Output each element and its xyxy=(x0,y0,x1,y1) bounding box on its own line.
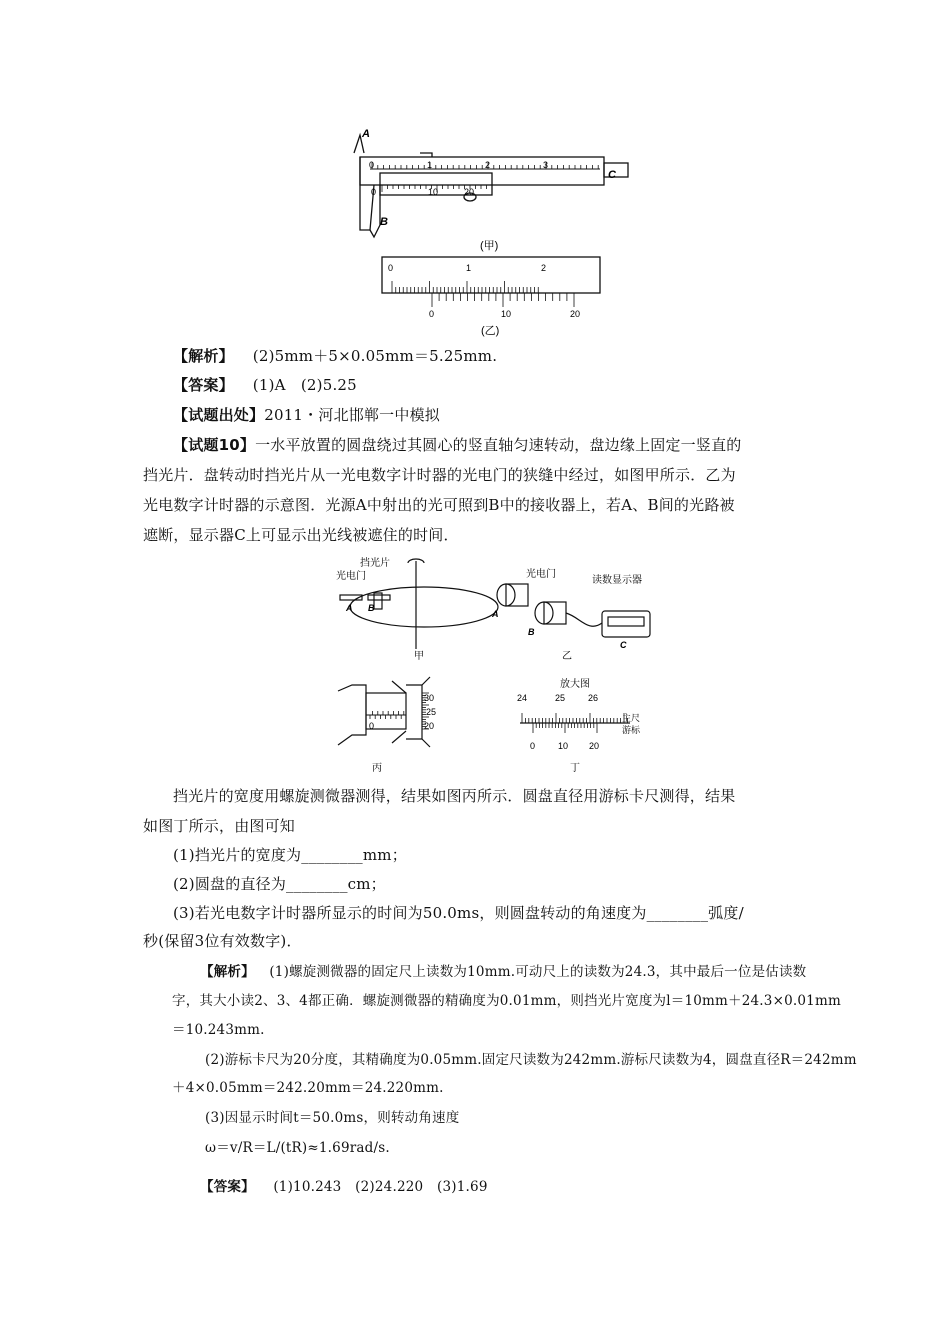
ding-title: 放大图 xyxy=(560,679,590,690)
yi-display-label: 读数显示器 xyxy=(592,575,642,586)
jia-shade-label: 挡光片 xyxy=(360,558,390,569)
jia-caption: 甲 xyxy=(414,651,424,662)
vernier-tick-10: 10 xyxy=(428,187,439,197)
ruler-vern-0: 0 xyxy=(429,309,435,319)
prev-analysis-label: 【解析】 xyxy=(173,347,234,365)
bing-caption: 丙 xyxy=(372,763,382,774)
ruler-main-2: 2 xyxy=(541,263,547,273)
source-label: 【试题出处】 xyxy=(173,406,265,424)
question-line-2: 挡光片．盘转动时挡光片从一光电数字计时器的光电门的狭缝中经过，如图甲所示．乙为 xyxy=(143,466,736,484)
analysis-line-2: 字，其大小读2、3、4都正确．螺旋测微器的精确度为0.01mm，则挡光片宽度为l＝10mm＋24.3×0.01mm xyxy=(172,993,841,1009)
analysis-line-5: ＋4×0.05mm＝242.20mm＝24.220mm. xyxy=(172,1080,444,1096)
ding-vern-label: 游标 xyxy=(622,725,641,735)
jia-b: B xyxy=(368,603,375,613)
ding-caption: 丁 xyxy=(570,763,580,774)
analysis-line-1 xyxy=(200,960,806,980)
bing-tick-25: 25 xyxy=(426,707,437,717)
ruler-vern-20: 20 xyxy=(570,309,581,319)
source xyxy=(173,404,440,425)
label-c: C xyxy=(608,169,616,181)
yi-caption: 乙 xyxy=(562,651,572,662)
question-text-1: 一水平放置的圆盘绕过其圆心的竖直轴匀速转动，盘边缘上固定一竖直的 xyxy=(255,436,742,454)
sub-question-2: (2)圆盘的直径为________cm； xyxy=(173,875,386,893)
caption-yi: (乙) xyxy=(481,325,500,337)
bing-tick-30: 30 xyxy=(424,693,435,703)
ding-main-26: 26 xyxy=(588,693,599,703)
prev-analysis xyxy=(173,345,497,366)
answer-label: 【答案】 xyxy=(200,1179,255,1195)
prev-analysis-text: (2)5mm＋5×0.05mm＝5.25mm. xyxy=(252,347,498,365)
bing-zero: 0 xyxy=(369,721,375,731)
ding-main-24: 24 xyxy=(517,693,528,703)
caliper-figure xyxy=(340,125,640,345)
analysis-label: 【解析】 xyxy=(200,964,255,980)
prev-answer-label: 【答案】 xyxy=(173,376,234,394)
ding-main-25: 25 xyxy=(555,693,566,703)
analysis-text-1: (1)螺旋测微器的固定尺上读数为10mm.可动尺上的读数为24.3，其中最后一位是估读数 xyxy=(269,964,807,980)
yi-gate-label: 光电门 xyxy=(526,569,556,580)
main-tick-2: 2 xyxy=(485,160,491,170)
source-text: 2011・河北邯郸一中模拟 xyxy=(264,406,440,424)
body-line-1: 挡光片的宽度用螺旋测微器测得，结果如图丙所示．圆盘直径用游标卡尺测得，结果 xyxy=(173,787,736,805)
sub-question-1: (1)挡光片的宽度为________mm； xyxy=(173,846,407,864)
ruler-vern-10: 10 xyxy=(501,309,512,319)
body-line-2: 如图丁所示，由图可知 xyxy=(143,817,296,835)
ding-vern-20: 20 xyxy=(589,741,600,751)
yi-c: C xyxy=(620,640,627,650)
sub-question-3-cont: 秒(保留3位有效数字)． xyxy=(143,932,302,950)
ruler-main-1: 1 xyxy=(466,263,472,273)
analysis-formula: ω＝v/R＝L/(tR)≈1.69rad/s. xyxy=(205,1140,390,1156)
question-line-1 xyxy=(173,434,741,455)
prev-answer-text: (1)A (2)5.25 xyxy=(252,376,357,394)
caption-jia: (甲) xyxy=(480,240,499,252)
ding-main-label: 主尺 xyxy=(622,713,641,723)
vernier-tick-20: 20 xyxy=(464,187,475,197)
answer xyxy=(200,1175,488,1195)
prev-answer xyxy=(173,374,357,395)
answer-text: (1)10.243 (2)24.220 (3)1.69 xyxy=(273,1179,488,1195)
main-tick-3: 3 xyxy=(543,160,549,170)
jia-gate-label: 光电门 xyxy=(336,571,366,582)
analysis-line-4: (2)游标卡尺为20分度，其精确度为0.05mm.固定尺读数为242mm.游标尺读数为4，圆盘直径R＝242mm xyxy=(205,1052,857,1068)
analysis-line-3: ＝10.243mm. xyxy=(172,1022,265,1038)
ding-vern-0: 0 xyxy=(530,741,536,751)
bing-tick-20: 20 xyxy=(424,721,435,731)
label-a: A xyxy=(362,128,370,140)
yi-b: B xyxy=(528,627,535,637)
question-line-4: 遮断，显示器C上可显示出光线被遮住的时间． xyxy=(143,526,459,544)
ding-vern-10: 10 xyxy=(558,741,569,751)
jia-a: A xyxy=(346,603,353,613)
sub-question-3: (3)若光电数字计时器所显示的时间为50.0ms，则圆盘转动的角速度为________弧度/ xyxy=(173,904,744,922)
label-b: B xyxy=(380,216,388,228)
question-line-3: 光电数字计时器的示意图．光源A中射出的光可照到B中的接收器上，若A、B间的光路被 xyxy=(143,496,735,514)
question-label: 【试题10】 xyxy=(173,436,256,454)
yi-a: A xyxy=(492,609,499,619)
main-tick-0: 0 xyxy=(369,160,375,170)
photogate-figure xyxy=(330,553,660,783)
main-tick-1: 1 xyxy=(427,160,433,170)
analysis-line-6: (3)因显示时间t＝50.0ms，则转动角速度 xyxy=(205,1110,460,1126)
ruler-main-0: 0 xyxy=(388,263,394,273)
vernier-tick-0: 0 xyxy=(371,187,377,197)
